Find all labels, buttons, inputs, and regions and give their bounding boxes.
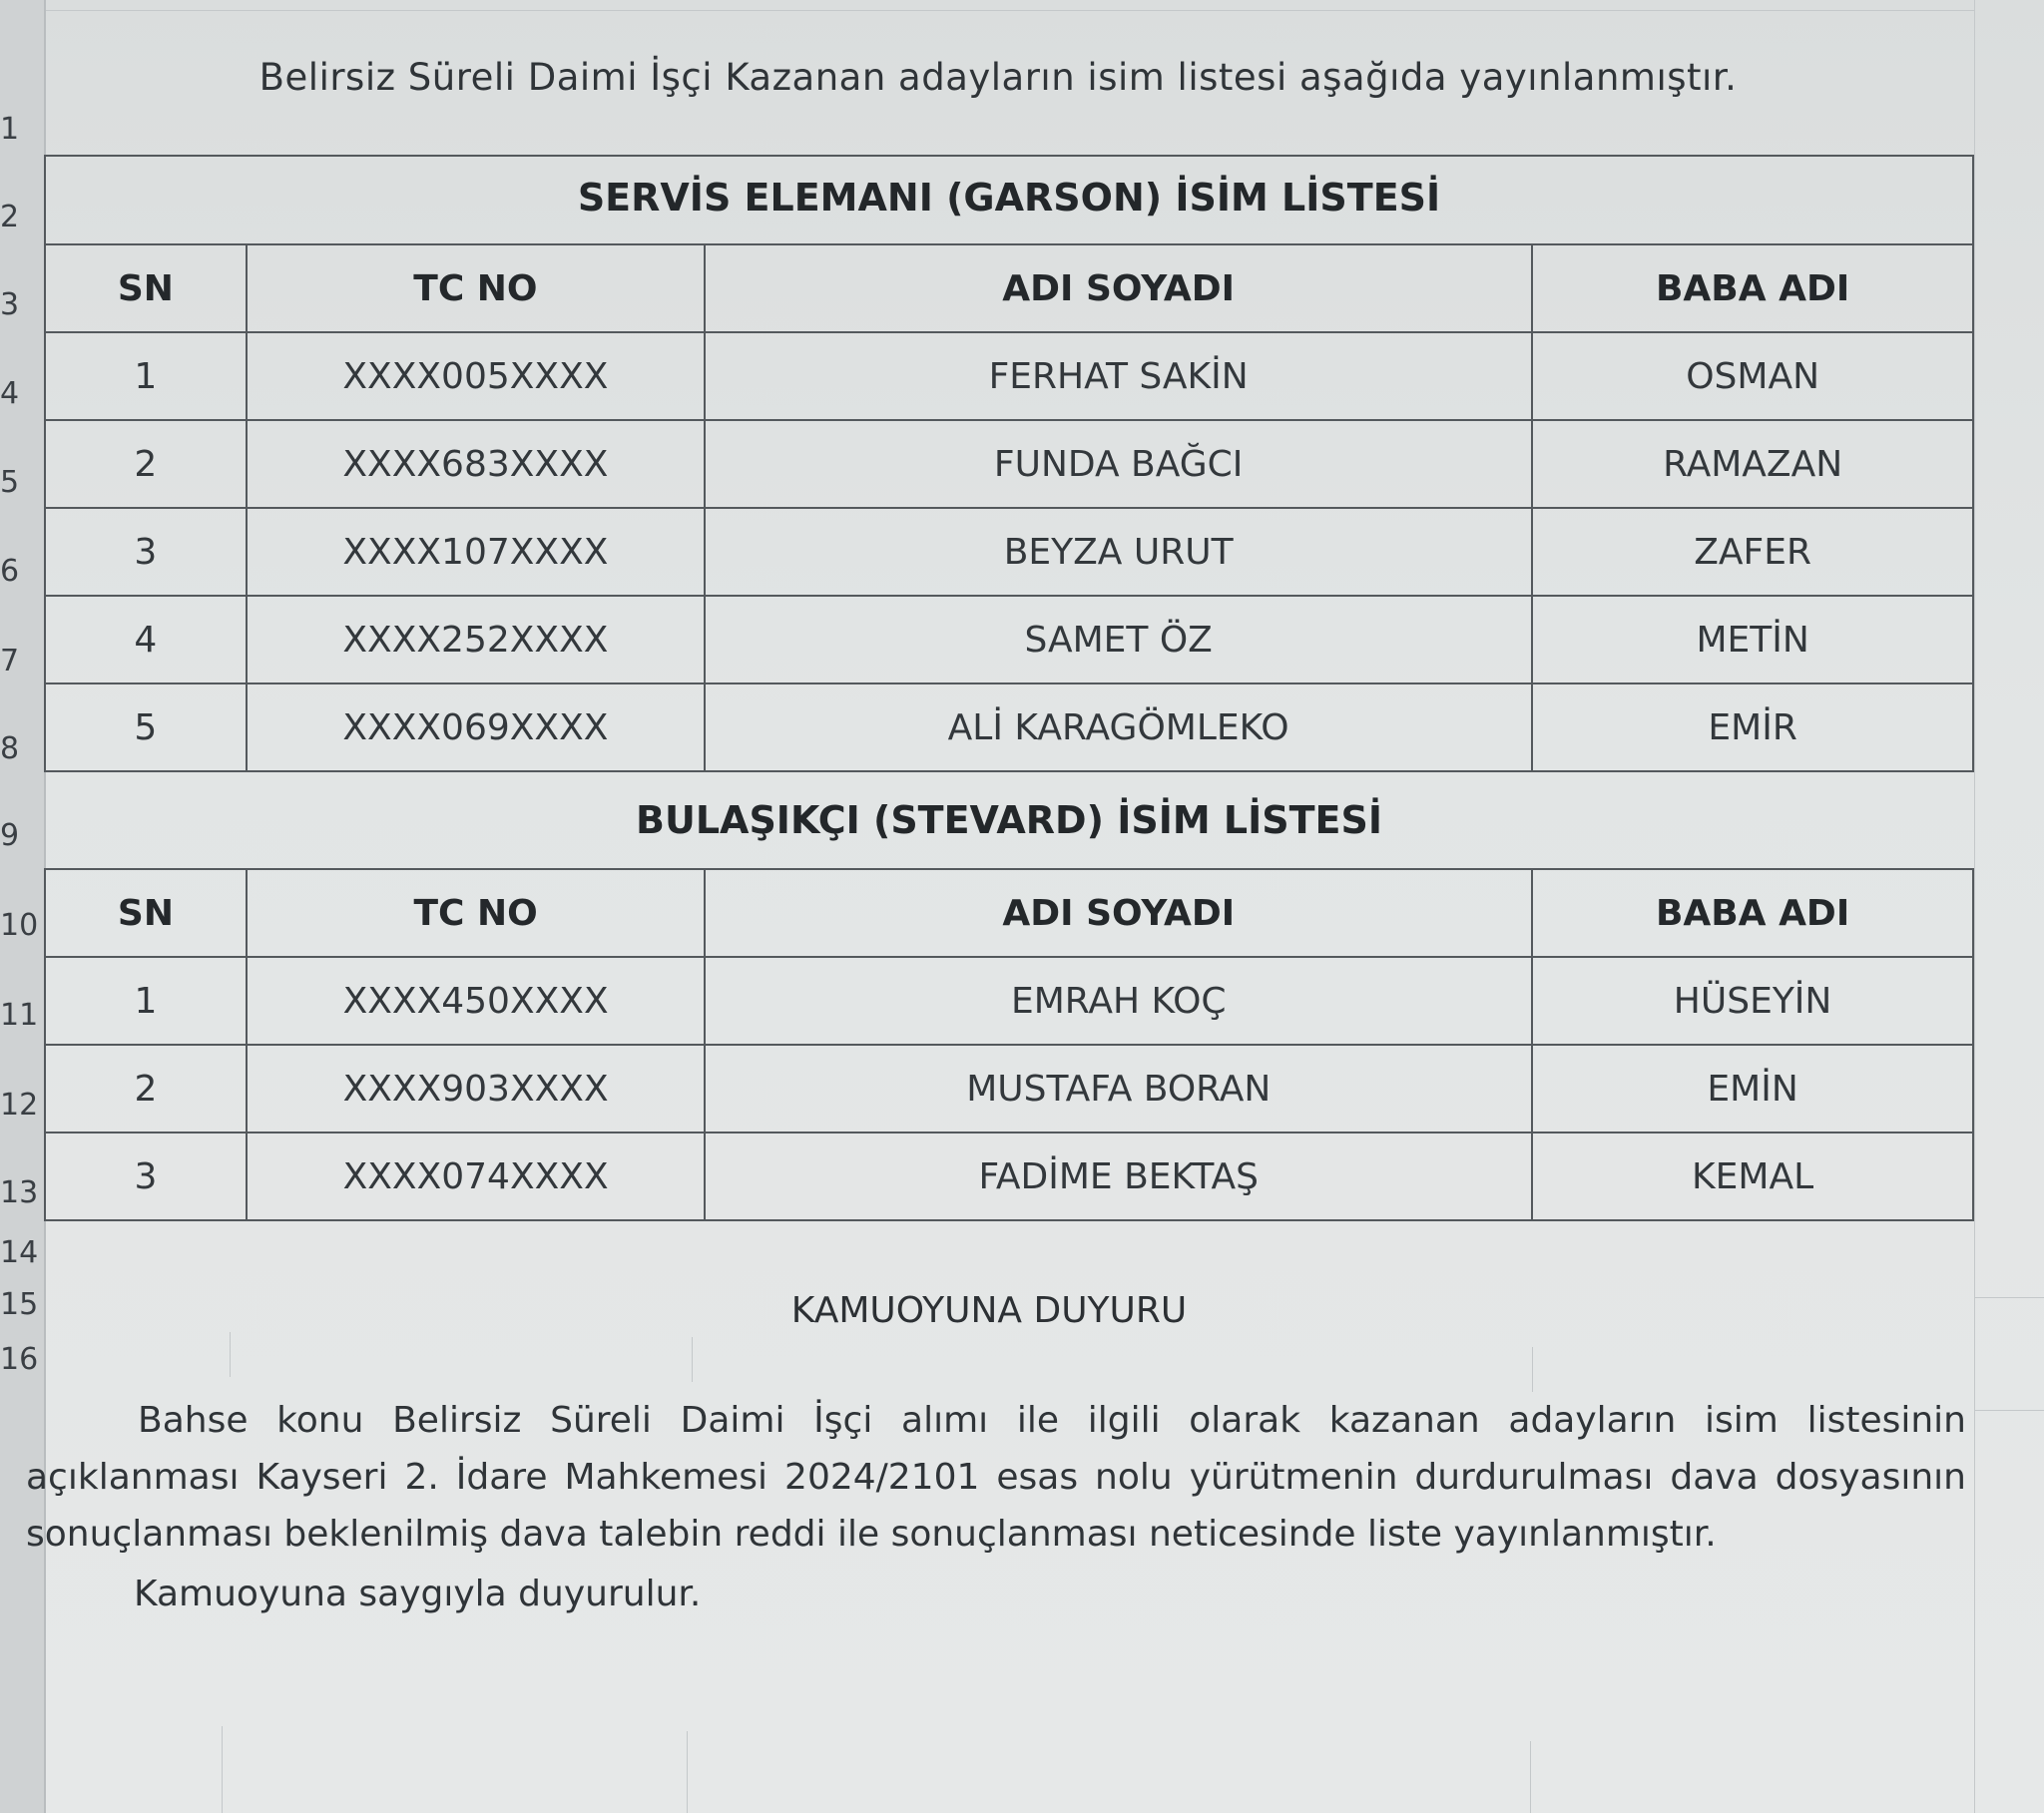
announcement-title: KAMUOYUNA DUYURU: [790, 1290, 1188, 1331]
section1-title: SERVİS ELEMANI (GARSON) İSİM LİSTESİ: [577, 176, 1441, 220]
cell-father-name[interactable]: OSMAN: [1532, 332, 1973, 420]
gridline: [222, 1726, 223, 1813]
row-number[interactable]: 1: [0, 112, 20, 147]
gridline: [44, 10, 1974, 11]
cell-name[interactable]: BEYZA URUT: [705, 508, 1532, 596]
cell-tc-no[interactable]: XXXX252XXXX: [247, 596, 705, 683]
cell-sn[interactable]: 1: [45, 957, 247, 1045]
row-number[interactable]: 15: [0, 1287, 39, 1322]
announcement-closing: Kamuoyuna saygıyla duyurulur.: [134, 1574, 702, 1614]
cell-tc-no[interactable]: XXXX107XXXX: [247, 508, 705, 596]
table-row: [45, 420, 1973, 508]
stevard-list-table: [44, 868, 1974, 1221]
cell-name[interactable]: FADİME BEKTAŞ: [705, 1133, 1532, 1220]
garson-list-table: [44, 243, 1974, 772]
announcement-paragraph: Bahse konu Belirsiz Süreli Daimi İşçi alımı ile ilgili olarak kazanan adayların isim listesinin açıklanması Kayseri 2. İdare Mahkemesi 2024/2101 esas nolu yürütmenin durdurulması dava dosyasının sonuçlanması beklenilmiş dava talebin reddi ile sonuçlanması neticesinde liste yayınlanmıştır.: [26, 1400, 1966, 1555]
table-row: [45, 1045, 1973, 1133]
cell-name[interactable]: ALİ KARAGÖMLEKO: [705, 683, 1532, 771]
intro-text: Belirsiz Süreli Daimi İşçi Kazanan adayların isim listesi aşağıda yayınlanmıştır.: [258, 56, 1738, 99]
table-row: [45, 1133, 1973, 1220]
cell-name[interactable]: FERHAT SAKİN: [705, 332, 1532, 420]
row-number[interactable]: 2: [0, 200, 20, 234]
cell-father-name[interactable]: HÜSEYİN: [1532, 957, 1973, 1045]
header-tc-no[interactable]: TC NO: [247, 869, 706, 957]
gridline: [1530, 1741, 1531, 1813]
cell-father-name[interactable]: KEMAL: [1532, 1133, 1973, 1220]
gridline: [1532, 1347, 1533, 1392]
table-header-row: [45, 869, 1973, 957]
gridline: [687, 1731, 688, 1813]
cell-tc-no[interactable]: XXXX903XXXX: [247, 1045, 706, 1133]
row-number[interactable]: 11: [0, 998, 39, 1033]
cell-tc-no[interactable]: XXXX683XXXX: [247, 420, 705, 508]
cell-name[interactable]: SAMET ÖZ: [705, 596, 1532, 683]
cell-name[interactable]: EMRAH KOÇ: [705, 957, 1532, 1045]
cell-sn[interactable]: 5: [45, 683, 247, 771]
cell-tc-no[interactable]: XXXX450XXXX: [247, 957, 706, 1045]
cell-tc-no[interactable]: XXXX069XXXX: [247, 683, 705, 771]
row-number[interactable]: 6: [0, 554, 20, 589]
row-number[interactable]: 12: [0, 1088, 39, 1123]
cell-tc-no[interactable]: XXXX074XXXX: [247, 1133, 706, 1220]
cell-sn[interactable]: 4: [45, 596, 247, 683]
table-row: [45, 332, 1973, 420]
header-sn[interactable]: SN: [45, 869, 247, 957]
cell-sn[interactable]: 3: [45, 508, 247, 596]
cell-father-name[interactable]: EMİN: [1532, 1045, 1973, 1133]
cell-father-name[interactable]: ZAFER: [1532, 508, 1973, 596]
row-number[interactable]: 13: [0, 1175, 39, 1210]
section2-title: BULAŞIKÇI (STEVARD) İSİM LİSTESİ: [636, 798, 1382, 842]
header-name[interactable]: ADI SOYADI: [705, 244, 1532, 332]
gridline: [230, 1332, 231, 1377]
cell-name[interactable]: FUNDA BAĞCI: [705, 420, 1532, 508]
cell-tc-no[interactable]: XXXX005XXXX: [247, 332, 705, 420]
header-tc-no[interactable]: TC NO: [247, 244, 705, 332]
row-number[interactable]: 10: [0, 908, 39, 943]
header-name[interactable]: ADI SOYADI: [705, 869, 1532, 957]
table-row: [45, 683, 1973, 771]
announcement-body: [26, 1392, 1966, 1563]
cell-sn[interactable]: 1: [45, 332, 247, 420]
cell-sn[interactable]: 2: [45, 420, 247, 508]
table-row: [45, 596, 1973, 683]
table-header-row: [45, 244, 1973, 332]
gridline: [1974, 0, 1975, 1813]
cell-sn[interactable]: 2: [45, 1045, 247, 1133]
gridline: [1974, 1297, 2044, 1298]
table-row: [45, 957, 1973, 1045]
row-number[interactable]: 9: [0, 818, 20, 853]
header-father-name[interactable]: BABA ADI: [1532, 869, 1973, 957]
row-number[interactable]: 7: [0, 644, 20, 679]
table-row: [45, 508, 1973, 596]
row-number[interactable]: 8: [0, 731, 20, 766]
row-number[interactable]: 14: [0, 1235, 39, 1270]
cell-father-name[interactable]: EMİR: [1532, 683, 1973, 771]
row-number[interactable]: 3: [0, 287, 20, 322]
cell-name[interactable]: MUSTAFA BORAN: [705, 1045, 1532, 1133]
row-number[interactable]: 16: [0, 1342, 39, 1377]
header-sn[interactable]: SN: [45, 244, 247, 332]
gridline: [1974, 1410, 2044, 1411]
cell-father-name[interactable]: RAMAZAN: [1532, 420, 1973, 508]
cell-sn[interactable]: 3: [45, 1133, 247, 1220]
header-father-name[interactable]: BABA ADI: [1532, 244, 1973, 332]
gridline: [692, 1337, 693, 1382]
cell-father-name[interactable]: METİN: [1532, 596, 1973, 683]
row-number[interactable]: 4: [0, 376, 20, 411]
row-number[interactable]: 5: [0, 465, 20, 500]
